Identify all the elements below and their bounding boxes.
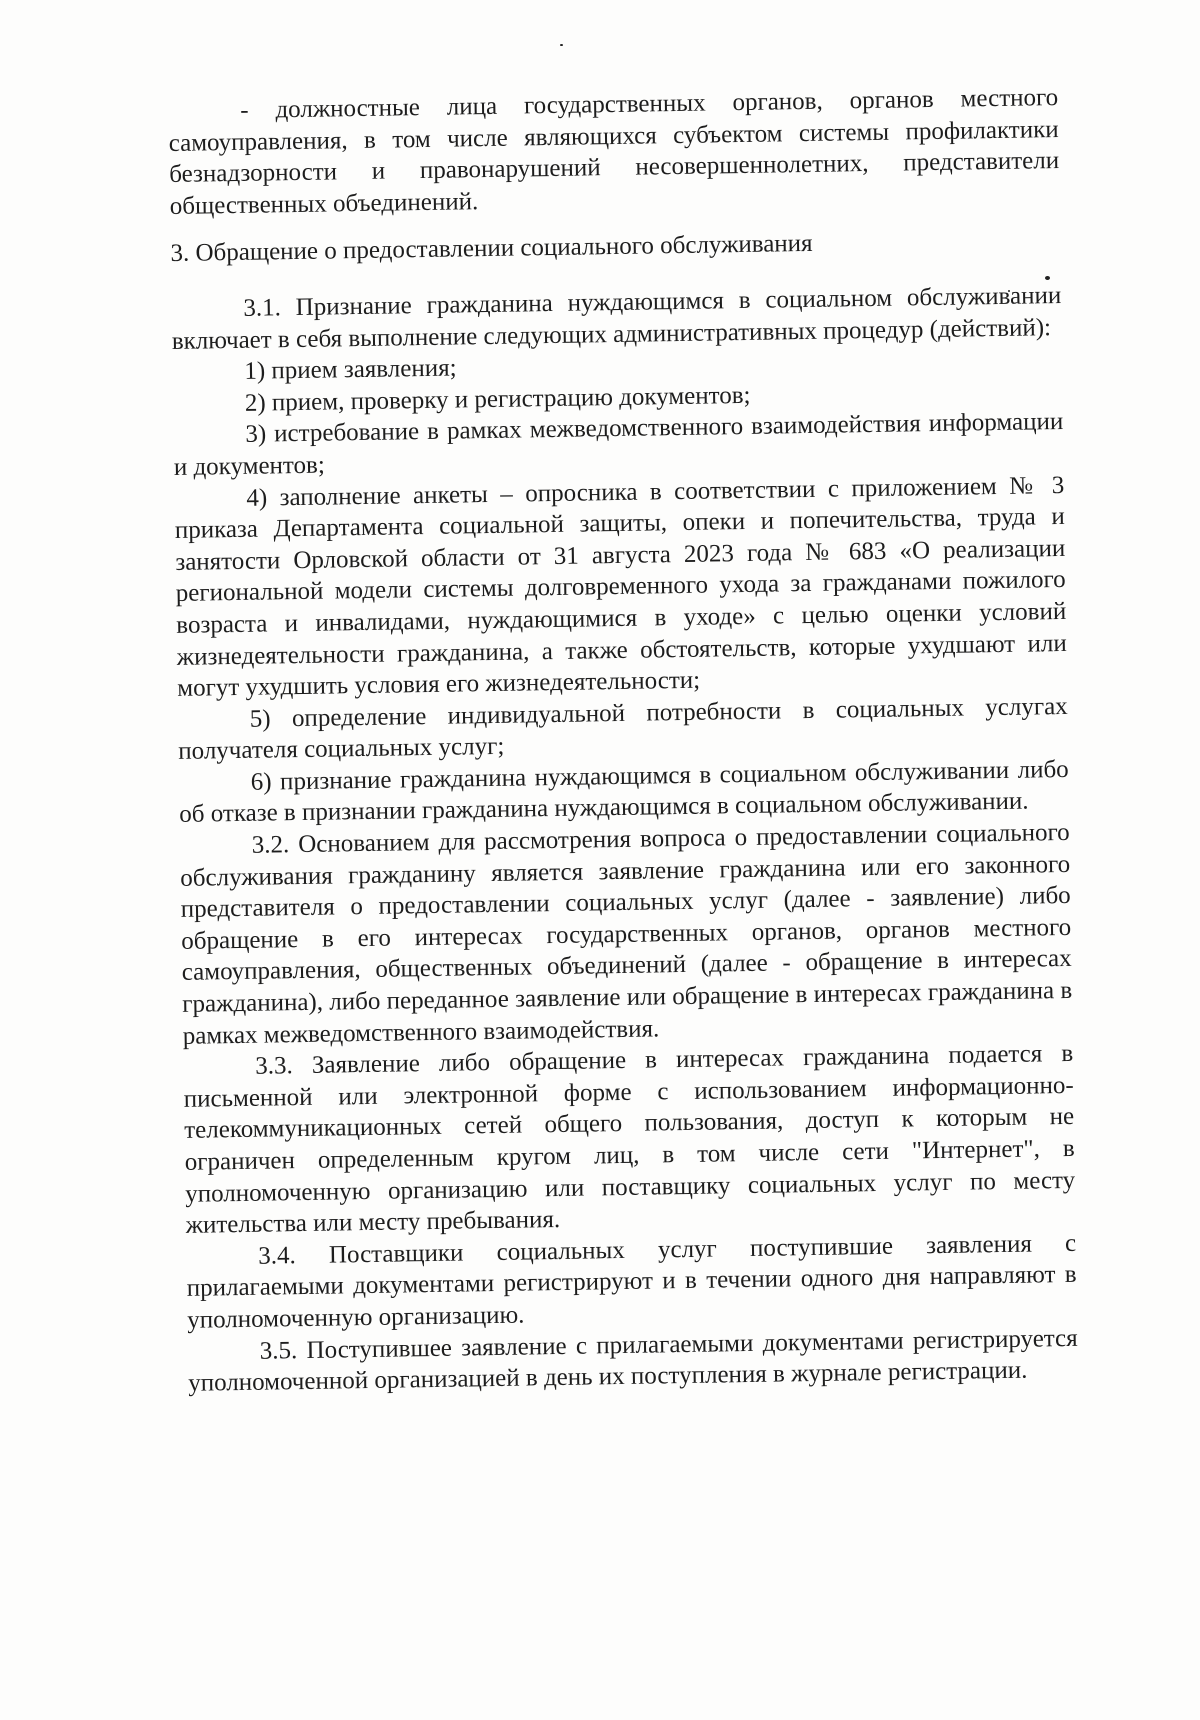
- list-item-4: 4) заполнение анкеты – опросника в соответствии с приложением № 3 приказа Департамента социальной защиты, опеки и попечительства, труда и занятости Орловской области от 31 августа 2023 года № 683 «О реализации региональной модели системы долговременного ухода за гражданами пожилого возраста и инвалидами, нуждающимися в уходе» с целью оценки условий жизнедеятельности гражданина, а также обстоятельств, которые ухудшают или могут ухудшить условия его жизнедеятельности;: [174, 471, 1067, 703]
- list-item-5: 5) определение индивидуальной потребности в социальных услугах получателя социальных услуг;: [178, 692, 1068, 766]
- paragraph-3-5: 3.5. Поступившее заявление с прилагаемыми документами регистрируется уполномоченной организацией в день их поступления в журнале регистрации.: [188, 1324, 1078, 1397]
- paragraph-officials: - должностные лица государственных органов, органов местного самоуправления, в том числе являющихся субъектом системы профилактики безнадзорности и правонарушений несовершеннолетних, представители общественных объединений.: [168, 84, 1060, 220]
- list-item-6: 6) признание гражданина нуждающимся в социальном обслуживании либо об отказе в признании гражданина нуждающимся в социальном обслуживании.: [179, 755, 1069, 829]
- section-heading: 3. Обращение о предоставлении социального обслуживания: [170, 230, 813, 268]
- list-item-1: 1) прием заявления;: [244, 354, 457, 385]
- list-item-3: 3) истребование в рамках межведомственного взаимодействия информации и документов;: [173, 408, 1064, 481]
- paragraph-3-4: 3.4. Поставщики социальных услуг поступившие заявления с прилагаемыми документами регистрируют и в течении одного дня направляют в уполномоченную организацию.: [186, 1229, 1077, 1334]
- paragraph-3-2: 3.2. Основанием для рассмотрения вопроса о предоставлении социального обслуживания гражданину является заявление гражданина или его законного представителя о предоставлении социальных услуг (далее - заявление) либо обращение в его интересах государственных органов, органов местного самоуправления, общественных объединений (далее - обращение в интересах гражданина), либо переданное заявление или обращение в интересах гражданина в рамках межведомственного взаимодействия.: [180, 818, 1073, 1050]
- paragraph-3-3: 3.3. Заявление либо обращение в интересах гражданина подается в письменной или электронной форме с использованием информационно-телекоммуникационных сетей общего пользования, доступ к которым не ограничен определенным кругом лиц, в том числе сети "Интернет", в уполномоченную организацию или поставщику социальных услуг по месту жительства или месту пребывания.: [183, 1040, 1076, 1240]
- document-body: [168, 82, 1078, 1400]
- paragraph-3-1: 3.1. Признание гражданина нуждающимся в социальном обслуживании включает в себя выполнение следующих административных процедур (действий):: [171, 281, 1062, 355]
- scan-speck: [560, 44, 563, 46]
- list-item-2: 2) прием, проверку и регистрацию документов;: [244, 381, 751, 417]
